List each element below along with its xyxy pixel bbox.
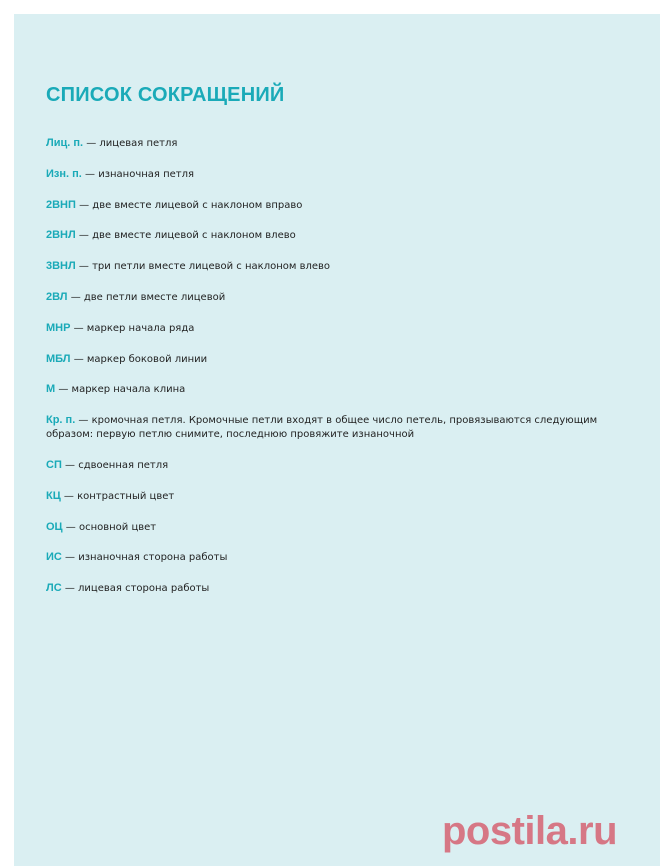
list-item <box>46 413 606 442</box>
abbreviation: 2ВНП <box>46 198 76 211</box>
abbreviation: ОЦ <box>46 520 63 533</box>
abbreviation: 2ВНЛ <box>46 229 76 242</box>
definition: — маркер начала ряда <box>70 322 195 334</box>
definition: — контрастный цвет <box>60 490 175 502</box>
abbreviation: СП <box>46 458 62 471</box>
abbreviation: М <box>46 383 56 396</box>
list-item <box>46 228 606 243</box>
list-item <box>46 382 606 397</box>
abbreviation: МНР <box>46 321 71 334</box>
definition: — изнаночная сторона работы <box>61 552 228 564</box>
list-item <box>46 198 606 213</box>
definition: — маркер боковой линии <box>70 353 208 365</box>
list-item <box>46 259 606 274</box>
abbreviation: 2ВЛ <box>46 290 68 303</box>
abbreviation: КЦ <box>46 489 61 502</box>
list-item <box>46 581 606 596</box>
page-title: СПИСОК СОКРАЩЕНИЙ <box>46 84 285 106</box>
list-item <box>46 489 606 504</box>
definition: — основной цвет <box>62 521 157 533</box>
definition: — маркер начала клина <box>55 384 186 396</box>
definition: — кромочная петля. Кромочные петли входят в общее число петель, провязываются следующим образом: первую петлю снимите, последнюю провяжите изнаночной <box>46 415 598 441</box>
definition: — две вместе лицевой с наклоном вправо <box>75 199 303 211</box>
list-item <box>46 321 606 336</box>
abbreviation: Изн. п. <box>46 167 82 180</box>
list-item <box>46 458 606 473</box>
list-item <box>46 352 606 367</box>
definition: — лицевая петля <box>83 138 178 149</box>
definition: — сдвоенная петля <box>61 459 169 471</box>
page <box>14 14 660 866</box>
definition: — две петли вместе лицевой <box>67 291 226 303</box>
abbreviation-list <box>46 136 606 612</box>
list-item <box>46 550 606 565</box>
definition: — три петли вместе лицевой с наклоном влево <box>75 261 331 273</box>
definition: — изнаночная петля <box>81 168 195 180</box>
abbreviation: ИС <box>46 551 62 564</box>
abbreviation: МБЛ <box>46 352 71 365</box>
list-item <box>46 167 606 182</box>
abbreviation: 3ВНЛ <box>46 260 76 273</box>
definition: — лицевая сторона работы <box>61 583 210 595</box>
definition: — две вместе лицевой с наклоном влево <box>75 230 296 242</box>
list-item <box>46 290 606 305</box>
list-item <box>46 136 606 151</box>
watermark-logo: postila.ru <box>442 809 618 853</box>
abbreviation: ЛС <box>46 582 62 595</box>
list-item <box>46 520 606 535</box>
abbreviation: Кр. п. <box>46 414 76 427</box>
abbreviation: Лиц. п. <box>46 137 84 149</box>
